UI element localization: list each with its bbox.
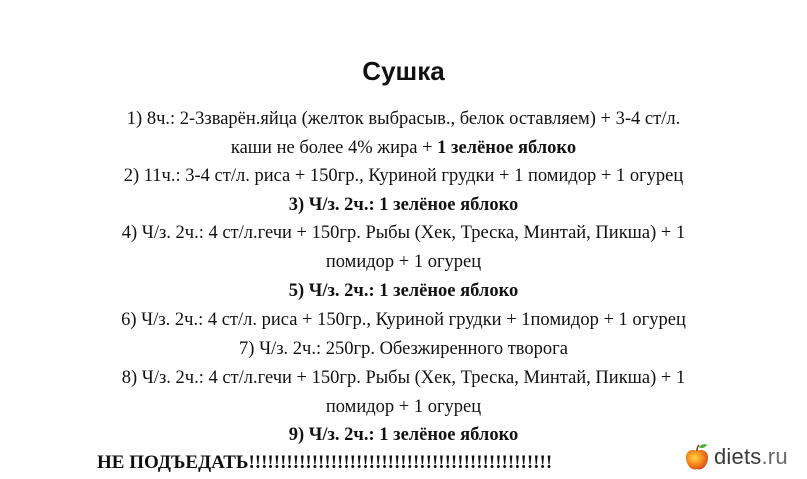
footer-warning: НЕ ПОДЪЕДАТЬ!!!!!!!!!!!!!!!!!!!!!!!!!!!!!!!!!!!!!!!!!!!!!!!! — [97, 452, 553, 473]
meal-line: 2) 11ч.: 3-4 ст/л. риса + 150гр., Куриной грудки + 1 помидор + 1 огурец — [123, 166, 684, 186]
meal-line: 1) 8ч.: 2-3зварён.яйца (желток выбрасыв., белок оставляем) + 3-4 ст/л. — [126, 109, 681, 129]
meal-line: 4) Ч/з. 2ч.: 4 ст/л.гечи + 150гр. Рыбы (Хек, Треска, Минтай, Пикша) + 1 — [121, 223, 686, 243]
document-title: Сушка — [362, 56, 445, 86]
watermark-text: diets.ru — [714, 444, 788, 469]
meal-line: 5) Ч/з. 2ч.: 1 зелёное яблоко — [288, 281, 519, 301]
apple-icon — [684, 442, 710, 472]
meal-line: 3) Ч/з. 2ч.: 1 зелёное яблоко — [288, 195, 519, 215]
meal-line: помидор + 1 огурец — [325, 252, 482, 272]
meal-line: 8) Ч/з. 2ч.: 4 ст/л.гечи + 150гр. Рыбы (Хек, Треска, Минтай, Пикша) + 1 — [121, 368, 686, 388]
meal-line: помидор + 1 огурец — [325, 397, 482, 417]
meal-line: 7) Ч/з. 2ч.: 250гр. Обезжиренного творога — [239, 339, 568, 359]
meal-line: 9) Ч/з. 2ч.: 1 зелёное яблоко — [288, 425, 519, 445]
meal-line: 6) Ч/з. 2ч.: 4 ст/л. риса + 150гр., Куриной грудки + 1помидор + 1 огурец — [121, 310, 686, 330]
diets-watermark[interactable] — [684, 441, 788, 473]
meal-line: каши не более 4% жира + 1 зелёное яблоко — [230, 138, 577, 158]
